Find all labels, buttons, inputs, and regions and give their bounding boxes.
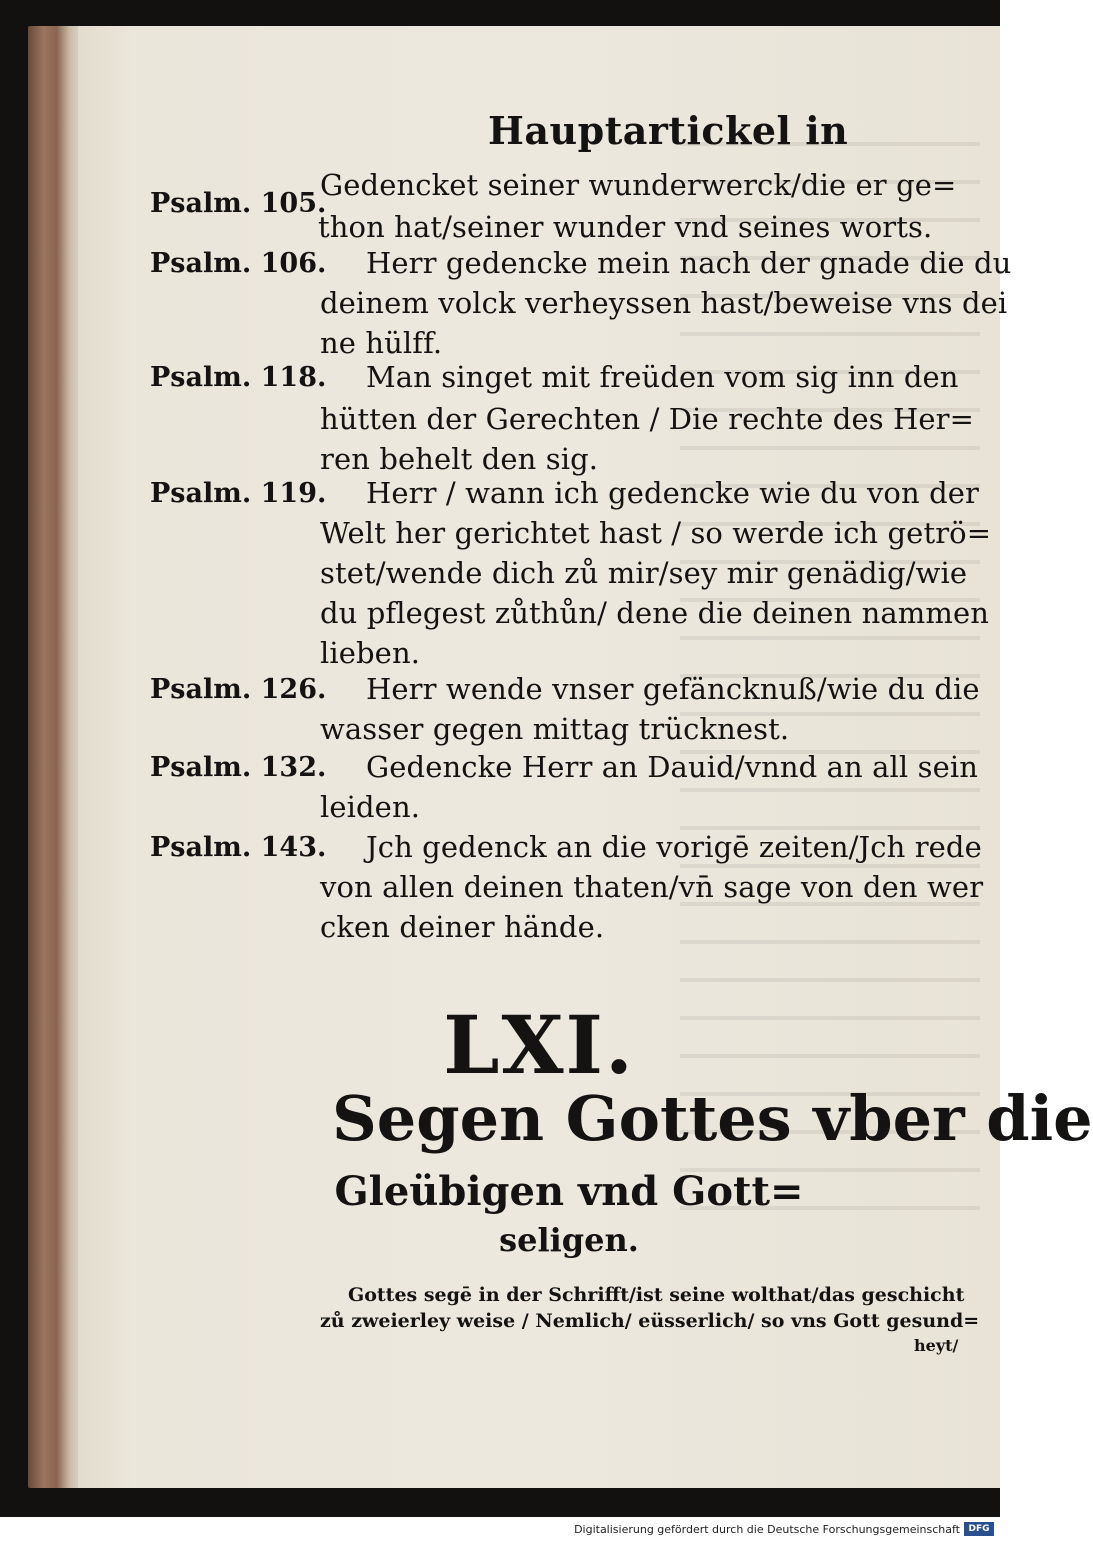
text-line: deinem volck verheyssen hast/beweise vns dei: [320, 286, 1008, 320]
text-line: Gedencke Herr an Dauid/vnnd an all sein: [366, 750, 978, 784]
text-line: wasser gegen mittag trücknest.: [320, 712, 790, 746]
text-line: Herr / wann ich gedencke wie du von der: [366, 476, 979, 510]
book-page: [78, 26, 1093, 1488]
chapter-number: LXI.: [443, 998, 635, 1092]
text-line: ren behelt den sig.: [320, 442, 599, 476]
chapter-title-line: seligen.: [499, 1221, 639, 1259]
text-line: cken deiner hände.: [320, 910, 605, 944]
chapter-title-line: Segen Gottes vber die: [332, 1082, 1093, 1155]
text-line: Gedencket seiner wunderwerck/die er ge=: [320, 168, 957, 202]
catchword: heyt/: [914, 1336, 959, 1355]
psalm-reference: Psalm. 119.: [150, 478, 327, 509]
dfg-logo: DFG: [964, 1522, 994, 1536]
text-line: Man singet mit freüden vom sig inn den: [366, 360, 959, 394]
psalm-reference: Psalm. 106.: [150, 248, 327, 279]
funding-credit: Digitalisierung gefördert durch die Deutsche Forschungsgemeinschaft: [574, 1523, 960, 1536]
running-head: Hauptartickel in: [488, 108, 849, 153]
text-line: du pflegest zůthůn/ dene die deinen nammen: [320, 596, 990, 630]
chapter-summary-line: Gottes segē in der Schrifft/ist seine wolthat/das geschicht: [348, 1284, 965, 1306]
text-line: leiden.: [320, 790, 421, 824]
text-line: stet/wende dich zů mir/sey mir genädig/wie: [320, 556, 968, 590]
text-line: Welt her gerichtet hast / so werde ich getrö=: [320, 516, 992, 550]
text-line: Herr wende vnser gefäncknuß/wie du die: [366, 672, 980, 706]
footer-bar: [0, 1517, 1000, 1543]
chapter-title-line: Gleübigen vnd Gott=: [334, 1168, 804, 1215]
book-spine: [28, 26, 80, 1488]
psalm-reference: Psalm. 126.: [150, 674, 327, 705]
text-line: Herr gedencke mein nach der gnade die du: [366, 246, 1012, 280]
text-line: Jch gedenck an die vorigē zeiten/Jch rede: [366, 830, 982, 864]
chapter-summary-line: zů zweierley weise / Nemlich/ eüsserlich/ so vns Gott gesund=: [320, 1310, 980, 1332]
psalm-reference: Psalm. 118.: [150, 362, 327, 393]
text-line: lieben.: [320, 636, 421, 670]
text-line: von allen deinen thaten/vn̄ sage von den wer: [320, 870, 984, 904]
text-line: hütten der Gerechten / Die rechte des Her=: [320, 402, 975, 436]
psalm-reference: Psalm. 143.: [150, 832, 327, 863]
psalm-reference: Psalm. 132.: [150, 752, 327, 783]
text-line: ne hülff.: [320, 326, 443, 360]
text-line: thon hat/seiner wunder vnd seines worts.: [318, 210, 933, 244]
psalm-reference: Psalm. 105.: [150, 188, 327, 219]
